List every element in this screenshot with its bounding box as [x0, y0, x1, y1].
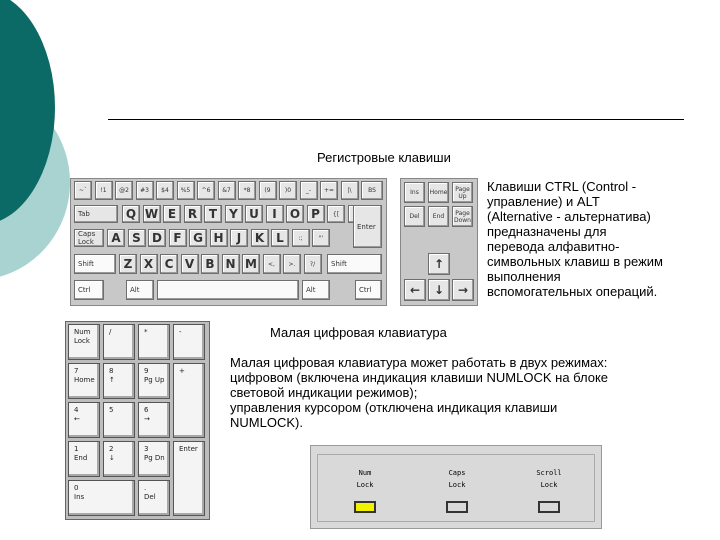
shift-keys-heading: Регистровые клавиши [317, 150, 451, 165]
key-enter[interactable]: Enter [353, 205, 382, 248]
key-J[interactable]: J [230, 229, 248, 247]
key-I[interactable]: I [266, 205, 284, 223]
key-G[interactable]: G [189, 229, 207, 247]
key-14[interactable]: BS [361, 181, 383, 200]
key-arrow-down[interactable]: ↓ [428, 279, 450, 301]
key-S[interactable]: S [128, 229, 146, 247]
key-arrow-left[interactable]: ← [404, 279, 426, 301]
numpad-key-2[interactable]: * [138, 324, 170, 360]
key-8[interactable]: *8 [238, 181, 256, 200]
keyboard-main [70, 178, 387, 306]
key-6[interactable]: ^6 [197, 181, 215, 200]
divider [108, 119, 684, 120]
key-4[interactable]: $4 [156, 181, 174, 200]
numpad-key-16[interactable]: . Del [138, 480, 170, 516]
numpad-key-11[interactable]: 1 End [68, 441, 100, 477]
key-Z[interactable]: Z [119, 254, 137, 274]
key-V[interactable]: V [181, 254, 199, 274]
key-:;[interactable]: :; [292, 229, 310, 247]
key-E[interactable]: E [163, 205, 181, 223]
key-nav-0[interactable]: Ins [404, 182, 425, 203]
numpad-key-9[interactable]: 5 [103, 402, 135, 438]
numpad-key-1[interactable]: / [103, 324, 135, 360]
key-Q[interactable]: Q [122, 205, 140, 223]
numpad-key-3[interactable]: - [173, 324, 205, 360]
key-A[interactable]: A [107, 229, 125, 247]
numpad [65, 321, 210, 520]
key-alt-left[interactable]: Alt [126, 280, 154, 300]
indicator-panel [310, 445, 602, 529]
key-9[interactable]: (9 [259, 181, 277, 200]
key-shift-right[interactable]: Shift [327, 254, 382, 274]
key-M[interactable]: M [242, 254, 260, 274]
key-arrow-up[interactable]: ↑ [428, 253, 450, 275]
numpad-key-8[interactable]: 4 ← [68, 402, 100, 438]
indicator-label: Scroll Lock [536, 469, 562, 489]
numpad-key-6[interactable]: 9 Pg Up [138, 363, 170, 399]
key-U[interactable]: U [245, 205, 263, 223]
key-nav-2[interactable]: Page Up [452, 182, 473, 203]
numpad-key-13[interactable]: 3 Pg Dn [138, 441, 170, 477]
key-10[interactable]: )0 [279, 181, 297, 200]
key-L[interactable]: L [271, 229, 289, 247]
numpad-key-0[interactable]: Num Lock [68, 324, 100, 360]
numpad-key-12[interactable]: 2 ↓ [103, 441, 135, 477]
ctrl-alt-description: Клавиши CTRL (Control - управление) и ALT (Alternative - альтернатива) предназначены для перевода алфавитно- символьных клавиш в режим выполнения вспомогательных операций. [487, 179, 663, 299]
numpad-key-15[interactable]: 0 Ins [68, 480, 135, 516]
key-W[interactable]: W [143, 205, 161, 223]
key-B[interactable]: B [201, 254, 219, 274]
key-ctrl-right[interactable]: Ctrl [355, 280, 382, 300]
key-"'[interactable]: "' [312, 229, 330, 247]
numpad-key-10[interactable]: 6 → [138, 402, 170, 438]
indicator-lamp [354, 501, 376, 513]
key-12[interactable]: += [320, 181, 338, 200]
key-alt-right[interactable]: Alt [302, 280, 330, 300]
key->.[interactable]: >. [283, 254, 301, 274]
key-1[interactable]: !1 [95, 181, 113, 200]
key-T[interactable]: T [204, 205, 222, 223]
numpad-key-5[interactable]: 8 ↑ [103, 363, 135, 399]
key-C[interactable]: C [160, 254, 178, 274]
key-7[interactable]: &7 [218, 181, 236, 200]
key-{[[interactable]: {[ [327, 205, 345, 223]
key-<,[interactable]: <, [263, 254, 281, 274]
key-O[interactable]: O [286, 205, 304, 223]
key-Y[interactable]: Y [225, 205, 243, 223]
key-?/[interactable]: ?/ [304, 254, 322, 274]
indicator-label: Caps Lock [448, 469, 466, 489]
key-K[interactable]: K [251, 229, 269, 247]
key-13[interactable]: |\ [341, 181, 359, 200]
key-F[interactable]: F [169, 229, 187, 247]
key-tab[interactable]: Tab [74, 205, 118, 223]
key-R[interactable]: R [184, 205, 202, 223]
key-3[interactable]: #3 [136, 181, 154, 200]
key-2[interactable]: @2 [115, 181, 133, 200]
key-nav-1[interactable]: Home [428, 182, 449, 203]
key-5[interactable]: %5 [177, 181, 195, 200]
key-0[interactable]: ~` [74, 181, 92, 200]
numpad-key-7[interactable]: + [173, 363, 205, 438]
key-shift-left[interactable]: Shift [74, 254, 116, 274]
key-nav-3[interactable]: Del [404, 206, 425, 227]
key-11[interactable]: _- [300, 181, 318, 200]
indicator-lamp [538, 501, 560, 513]
keyboard-nav [400, 178, 478, 306]
key-ctrl-left[interactable]: Ctrl [74, 280, 104, 300]
key-X[interactable]: X [140, 254, 158, 274]
key-caps-lock[interactable]: Caps Lock [74, 229, 104, 247]
key-N[interactable]: N [222, 254, 240, 274]
key-nav-4[interactable]: End [428, 206, 449, 227]
numpad-description: Малая цифровая клавиатура может работать в двух режимах: цифровом (включена индикация клавиши NUMLOCK на блоке световой индикации режимов); управления курсором (отключена индикация клавиши NUMLOCK). [230, 355, 609, 430]
indicator-label: Num Lock [356, 469, 374, 489]
key-D[interactable]: D [148, 229, 166, 247]
key-space[interactable] [157, 280, 299, 300]
indicator-lamp [446, 501, 468, 513]
key-nav-5[interactable]: Page Down [452, 206, 473, 227]
numpad-key-4[interactable]: 7 Home [68, 363, 100, 399]
key-P[interactable]: P [307, 205, 325, 223]
numpad-key-14[interactable]: Enter [173, 441, 205, 516]
key-arrow-right[interactable]: → [452, 279, 474, 301]
key-H[interactable]: H [210, 229, 228, 247]
numpad-heading: Малая цифровая клавиатура [270, 325, 447, 340]
